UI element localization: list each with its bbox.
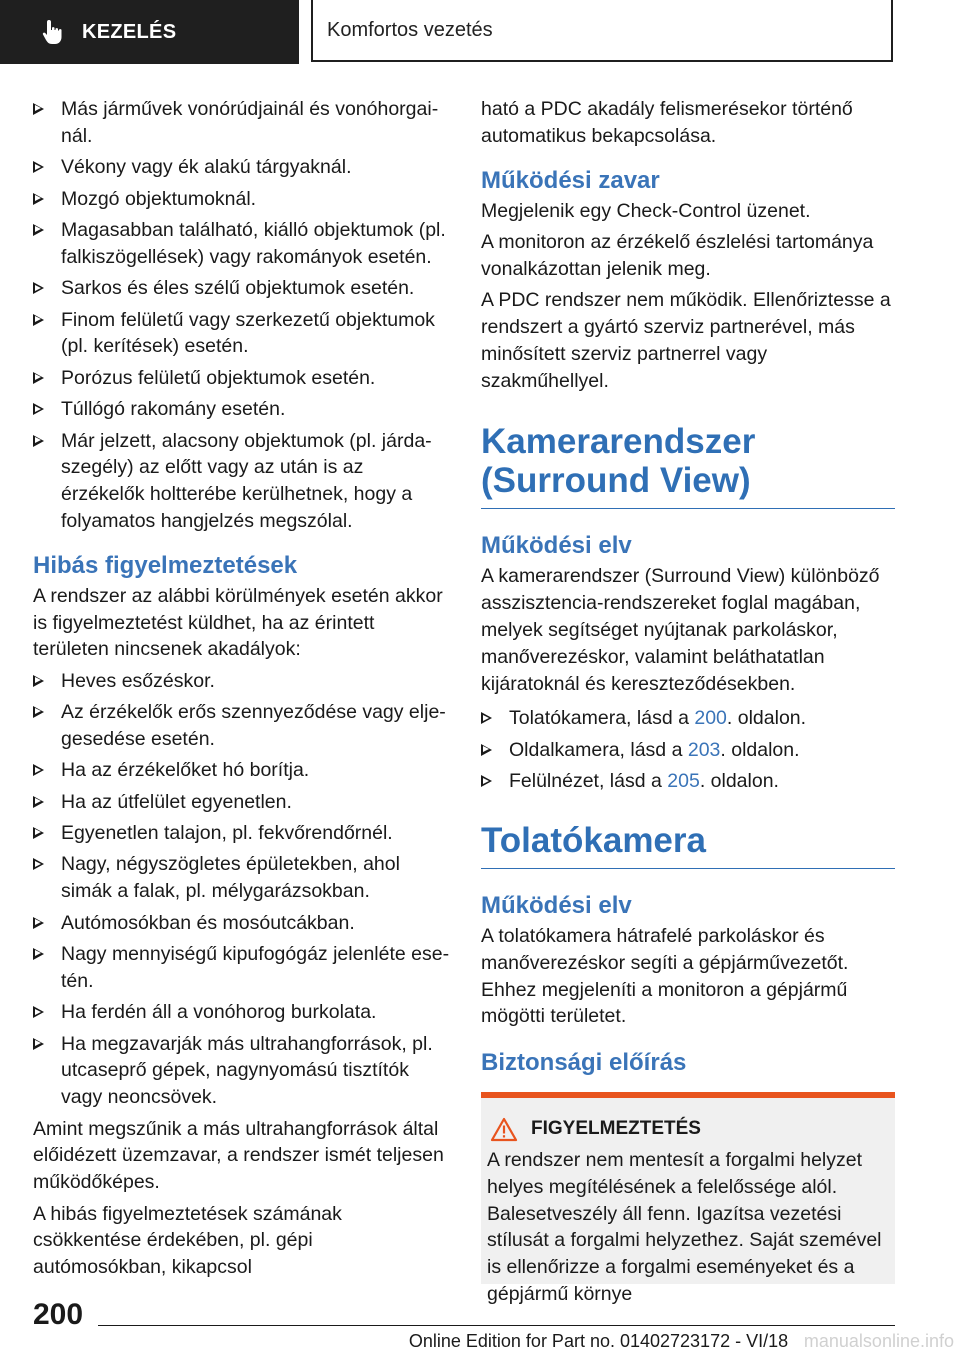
chapter-header [311,0,893,62]
list-item: Már jelzett, alacsony objektumok (pl. járdaszegély) az előtt vagy az után is az érzékelők holtterébe kerülhetnek, hogy a folyamatos hangjelzés megszólal. [33,428,451,535]
page-link[interactable]: 205 [667,770,700,793]
camera-refs-list [481,705,895,795]
bullet-triangle-icon [33,193,44,205]
right-column [481,96,895,1305]
bullet-triangle-icon [481,712,492,724]
false-warnings-list [33,668,451,1111]
page-link[interactable]: 203 [687,738,721,761]
principle-heading: Működési elv [481,532,632,560]
page-link[interactable]: 200 [694,707,727,730]
bullet-triangle-icon [33,435,44,447]
bullet-triangle-icon [33,1006,44,1018]
bullet-triangle-icon [33,827,44,839]
bullet-triangle-icon [33,403,44,415]
edition-footer: Online Edition for Part no. 01402723172 - VI/18 [408,1331,789,1351]
recovery-paragraph: Amint megszűnik a más ultrahangforrások által előidézett üzemzavar, a rendszer ismét teljesen működőképes. [33,1117,444,1194]
chapter-title: Komfortos vezetés [327,18,493,41]
malfunction-text-2: A monitoron az érzékelő észlelési tartománya vonalkázottan jelenik meg. [481,230,874,280]
bullet-triangle-icon [33,103,44,115]
camera-system-heading: Kamerarendszer (Surround View) [481,422,895,509]
bullet-triangle-icon [33,948,44,960]
reduce-warnings-paragraph: A hibás figyelmeztetések számának csökkentése érdekében, pl. gépi autómosókban, kikapcsol [33,1202,342,1279]
pointing-hand-icon [38,17,68,47]
left-column [33,96,451,1286]
bullet-triangle-icon [33,706,44,718]
reversing-camera-heading: Tolatókamera [481,821,895,869]
list-item: Ha az érzékelőket hó borítja. [33,757,451,784]
list-item: Vékony vagy ék alakú tárgyaknál. [33,154,451,181]
principle-text: A tolatókamera hátrafelé parkoláskor és manőverezéskor segíti a gépjárművezetőt. Ehhez megjeleníti a monitoron a gépjármű mögötti területet. [481,924,849,1028]
detection-limits-list [33,96,451,535]
list-item: Sarkos és éles szélű objektumok esetén. [33,275,451,302]
bullet-triangle-icon [33,314,44,326]
safety-heading: Biztonsági előírás [481,1049,687,1077]
list-item: Heves esőzéskor. [33,668,451,695]
list-item: Mozgó objektumoknál. [33,186,451,213]
malfunction-text-1: Megjelenik egy Check-Control üzenet. [481,199,811,222]
list-item: Az érzékelők erős szennyeződése vagy eljegesedése esetén. [33,699,451,753]
site-watermark: manualsonline.info [803,1331,954,1351]
list-item: Ha az útfelület egyenetlen. [33,789,451,816]
continued-paragraph: ható a PDC akadály felismerésekor történő automatikus bekapcsolása. [481,98,853,147]
bullet-triangle-icon [33,796,44,808]
bullet-triangle-icon [33,858,44,870]
list-item: Ha megzavarják más ultrahangforrások, pl. utcaseprő gépek, nagynyomású tisztítók vagy neoncsövek. [33,1031,451,1111]
list-item: Tolatókamera, lásd a 200. oldalon. [481,705,895,732]
bullet-triangle-icon [33,675,44,687]
bullet-triangle-icon [33,764,44,776]
malfunction-heading: Működési zavar [481,166,660,194]
list-item: Nagy mennyiségű kipufogógáz jelenléte esetén. [33,941,451,995]
warning-text: A rendszer nem mentesít a forgalmi helyzet helyes megítélésének a felelőssége alól. Balesetveszély áll fenn. Igazítsa vezetési stílusát a forgalmi helyzethez. Saját szemével is ellenőrizze a forgalmi eseményeket és a gépjármű környe [487,1148,882,1305]
list-item: Felülnézet, lásd a 205. oldalon. [481,768,895,795]
list-item: Autómosókban és mosóutcákban. [33,910,451,937]
bullet-triangle-icon [481,775,492,787]
false-warnings-heading: Hibás figyelmeztetések [33,551,298,579]
list-item: Porózus felületű objektumok esetén. [33,365,451,392]
list-item: Egyenetlen talajon, pl. fekvőrendőrnél. [33,820,451,847]
bullet-triangle-icon [33,282,44,294]
list-item: Ha ferdén áll a vonóhorog burkolata. [33,999,451,1026]
bullet-triangle-icon [33,161,44,173]
section-header [0,0,299,64]
section-title: KEZELÉS [82,20,177,43]
bullet-triangle-icon [481,744,492,756]
warning-box [481,1092,895,1305]
list-item: Oldalkamera, lásd a 203. oldalon. [481,737,895,764]
bullet-triangle-icon [33,224,44,236]
bullet-triangle-icon [33,917,44,929]
false-warnings-intro: A rendszer az alábbi körülmények esetén akkor is figyelmeztetést küldhet, ha az érintett területen nincsenek akadályok: [33,584,443,661]
list-item: Finom felületű vagy szerkezetű objektumok (pl. kerítések) esetén. [33,307,451,361]
footer-divider [98,1325,895,1326]
bullet-triangle-icon [33,1038,44,1050]
bullet-triangle-icon [33,372,44,384]
list-item: Túllógó rakomány esetén. [33,396,451,423]
warning-triangle-icon [491,1118,517,1141]
page-number: 200 [33,1298,84,1331]
warning-title: FIGYELMEZTETÉS [487,1116,889,1143]
principle-heading: Működési elv [481,891,632,919]
list-item: Más járművek vonórúdjainál és vonóhorgainál. [33,96,451,150]
list-item: Nagy, négyszögletes épületekben, ahol simák a falak, pl. mélygarázsokban. [33,851,451,905]
list-item: Magasabban található, kiálló objektumok (pl. falkiszögellések) vagy rakományok esetén. [33,217,451,271]
principle-text: A kamerarendszer (Surround View) különböző asszisztencia-rendszereket foglal magában, melyek segítséget nyújtanak parkoláskor, manőverezéskor, valamint beláthatatlan kijáratoknál és kereszteződésekben. [481,565,880,695]
malfunction-text-3: A PDC rendszer nem működik. Ellenőriztesse a rendszert a gyártó szerviz partnerével, más minősített szerviz partnerrel vagy szakműhellyel. [481,289,891,392]
